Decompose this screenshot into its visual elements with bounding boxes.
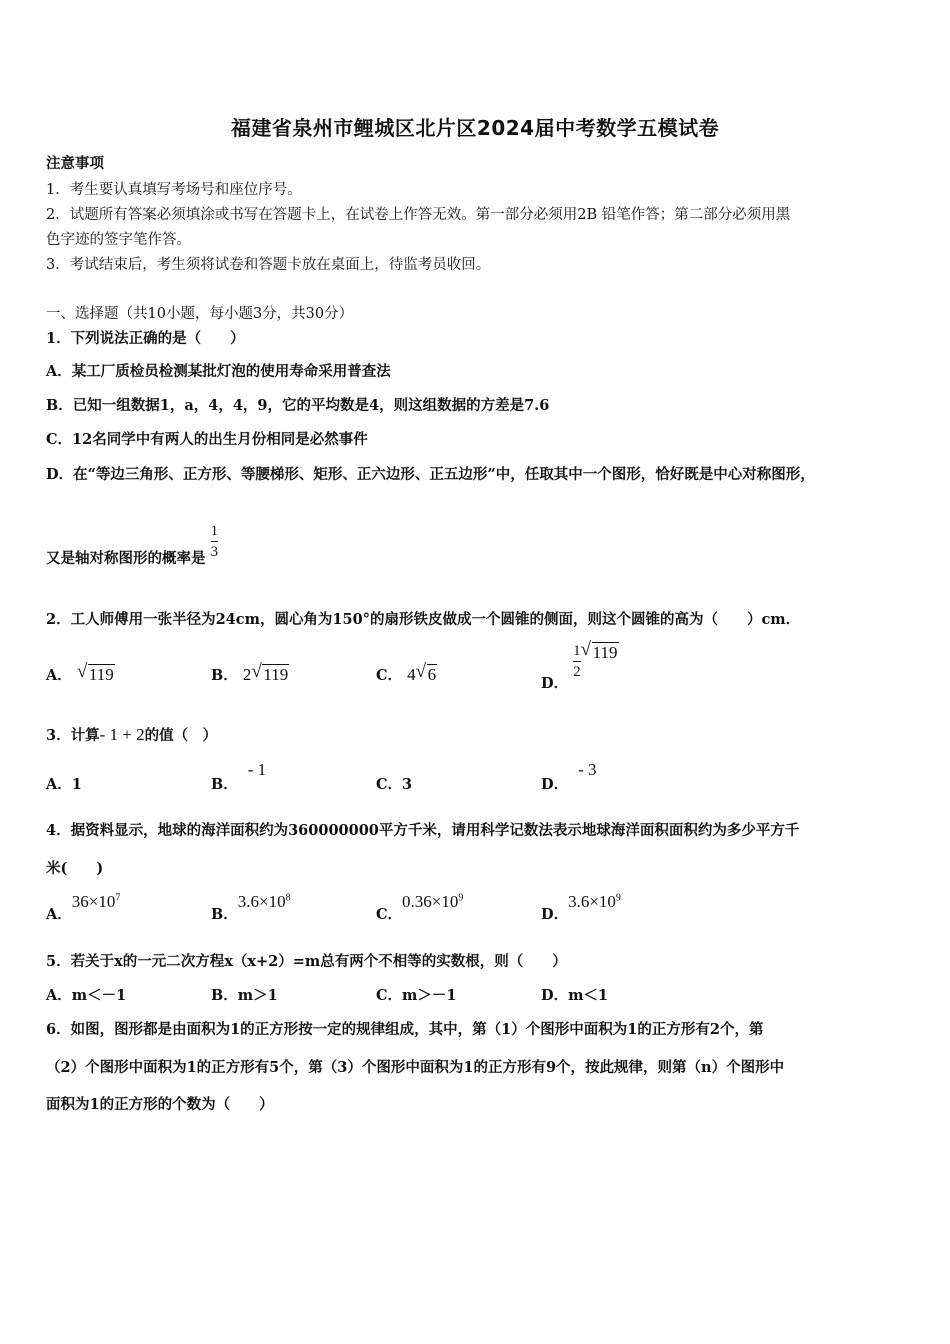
notice-item: 色字迹的签字笔作答。 bbox=[46, 232, 191, 248]
sci-notation bbox=[238, 892, 291, 911]
radical-sign-icon: √ bbox=[76, 661, 88, 682]
q2-stem: 2．工人师傅用一张半径为24cm，圆心角为150°的扇形铁皮做成一个圆锥的侧面，则这个圆锥的高为（ ）cm． bbox=[46, 611, 801, 628]
option-value: 1 bbox=[71, 776, 82, 793]
q5-option-b: B．m＞1 bbox=[211, 987, 278, 1004]
radicand: 6 bbox=[427, 665, 437, 684]
sci-base: 3.6×10 bbox=[568, 892, 616, 911]
q5-option-a: A．m＜－1 bbox=[46, 987, 127, 1004]
q3-option-c bbox=[376, 773, 412, 794]
sqrt bbox=[251, 661, 289, 685]
option-label: C． bbox=[376, 776, 403, 793]
option-label: D． bbox=[541, 776, 569, 793]
q5-stem: 5．若关于x的一元二次方程x（x+2）=m总有两个不相等的实数根，则（ ） bbox=[46, 953, 567, 970]
option-label: D． bbox=[541, 906, 569, 923]
q3-stem bbox=[46, 724, 217, 745]
q6-stem-line: （2）个图形中面积为1的正方形有5个，第（3）个图形中面积为1的正方形有9个，按此规律，则第（n）个图形中 bbox=[46, 1059, 785, 1076]
sci-notation bbox=[72, 892, 121, 911]
sci-base: 0.36×10 bbox=[402, 892, 459, 911]
fraction bbox=[573, 644, 581, 680]
fraction-numerator: 1 bbox=[210, 523, 219, 539]
option-label: C． bbox=[376, 667, 403, 684]
q6-stem-line: 面积为1的正方形的个数为（ ） bbox=[46, 1096, 274, 1113]
fraction-denominator: 2 bbox=[573, 664, 581, 680]
option-value: - 3 bbox=[578, 760, 597, 779]
radical-sign-icon: √ bbox=[580, 639, 592, 660]
coefficient: 4 bbox=[407, 665, 416, 684]
q4-option-c bbox=[376, 892, 463, 924]
q4-option-b bbox=[211, 892, 291, 924]
q2-option-c bbox=[376, 661, 437, 685]
q1-option-b: B．已知一组数据1，a，4，4，9，它的平均数是4，则这组数据的方差是7.6 bbox=[46, 397, 550, 414]
option-label: C． bbox=[376, 906, 403, 923]
q5-option-d: D．m＜1 bbox=[541, 987, 609, 1004]
notice-item: 3．考试结束后，考生须将试卷和答题卡放在桌面上，待监考员收回。 bbox=[46, 257, 491, 273]
radicand: 119 bbox=[592, 643, 618, 662]
q1-option-c: C．12名同学中有两人的出生月份相同是必然事件 bbox=[46, 431, 368, 448]
option-label: B． bbox=[211, 776, 238, 793]
q1-option-d: D．在“等边三角形、正方形、等腰梯形、矩形、正六边形、正五边形”中，任取其中一个图形，恰好既是中心对称图形， bbox=[46, 466, 815, 483]
notice-item: 2．试题所有答案必须填涂或书写在答题卡上，在试卷上作答无效。第一部分必须用2B 铅笔作答；第二部分必须用黑 bbox=[46, 207, 791, 223]
notice-item: 1．考生要认真填写考场号和座位序号。 bbox=[46, 182, 302, 198]
notice-heading: 注意事项 bbox=[46, 155, 104, 172]
q1-option-d-cont-text: 又是轴对称图形的概率是 bbox=[46, 550, 206, 567]
sci-exponent: 9 bbox=[458, 892, 464, 904]
option-value: 3 bbox=[402, 776, 413, 793]
fraction-numerator: 1 bbox=[573, 643, 581, 659]
sqrt bbox=[415, 661, 438, 685]
q1-option-a: A．某工厂质检员检测某批灯泡的使用寿命采用普查法 bbox=[46, 363, 391, 380]
option-label: D． bbox=[541, 675, 569, 692]
fraction bbox=[211, 524, 219, 560]
option-label: B． bbox=[211, 667, 238, 684]
radicand: 119 bbox=[263, 665, 289, 684]
q2-option-b bbox=[211, 661, 289, 685]
q5-option-c: C．m＞－1 bbox=[376, 987, 457, 1004]
q3-option-a bbox=[46, 773, 82, 794]
exam-title: 福建省泉州市鲤城区北片区2024届中考数学五模试卷 bbox=[230, 116, 720, 140]
sci-notation bbox=[568, 892, 621, 911]
q3-option-b bbox=[211, 760, 266, 794]
q6-stem-line: 6．如图，图形都是由面积为1的正方形按一定的规律组成，其中，第（1）个图形中面积为1的正方形有2个，第 bbox=[46, 1021, 764, 1038]
radical-sign-icon: √ bbox=[251, 661, 262, 682]
option-label: B． bbox=[211, 906, 238, 923]
sqrt bbox=[580, 639, 619, 663]
radicand: 119 bbox=[88, 665, 114, 684]
option-label: A． bbox=[46, 776, 72, 793]
q2-option-a bbox=[46, 661, 115, 685]
option-label: A． bbox=[46, 906, 72, 923]
fraction-denominator: 3 bbox=[210, 544, 219, 560]
sci-exponent: 8 bbox=[285, 892, 291, 904]
section-heading: 一、选择题（共10小题，每小题3分，共30分） bbox=[46, 306, 354, 322]
sci-base: 3.6×10 bbox=[237, 892, 286, 911]
sci-notation bbox=[402, 892, 463, 911]
q4-stem: 4．据资料显示，地球的海洋面积约为360000000平方千米，请用科学记数法表示地球海洋面积面积约为多少平方千 bbox=[46, 822, 800, 839]
q3-stem-text: 3．计算 bbox=[46, 727, 100, 744]
option-label: A． bbox=[46, 667, 72, 684]
radical-sign-icon: √ bbox=[415, 661, 427, 682]
q2-option-d bbox=[541, 639, 619, 693]
option-value: - 1 bbox=[247, 760, 267, 779]
sqrt bbox=[76, 661, 115, 685]
q3-expression: - 1 + 2 bbox=[99, 725, 145, 744]
q3-option-d bbox=[541, 760, 597, 794]
q1-stem: 1．下列说法正确的是（ ） bbox=[46, 330, 245, 347]
sci-exponent: 7 bbox=[115, 892, 121, 904]
q4-stem-cont: 米( ) bbox=[46, 860, 104, 877]
q3-stem-text: 的值（ ） bbox=[144, 727, 218, 744]
q4-option-d bbox=[541, 892, 621, 924]
coefficient: 2 bbox=[242, 665, 252, 684]
sci-exponent: 9 bbox=[615, 892, 621, 904]
sci-base: 36×10 bbox=[71, 892, 116, 911]
q1-option-d-cont bbox=[46, 524, 218, 568]
q4-option-a bbox=[46, 892, 120, 924]
